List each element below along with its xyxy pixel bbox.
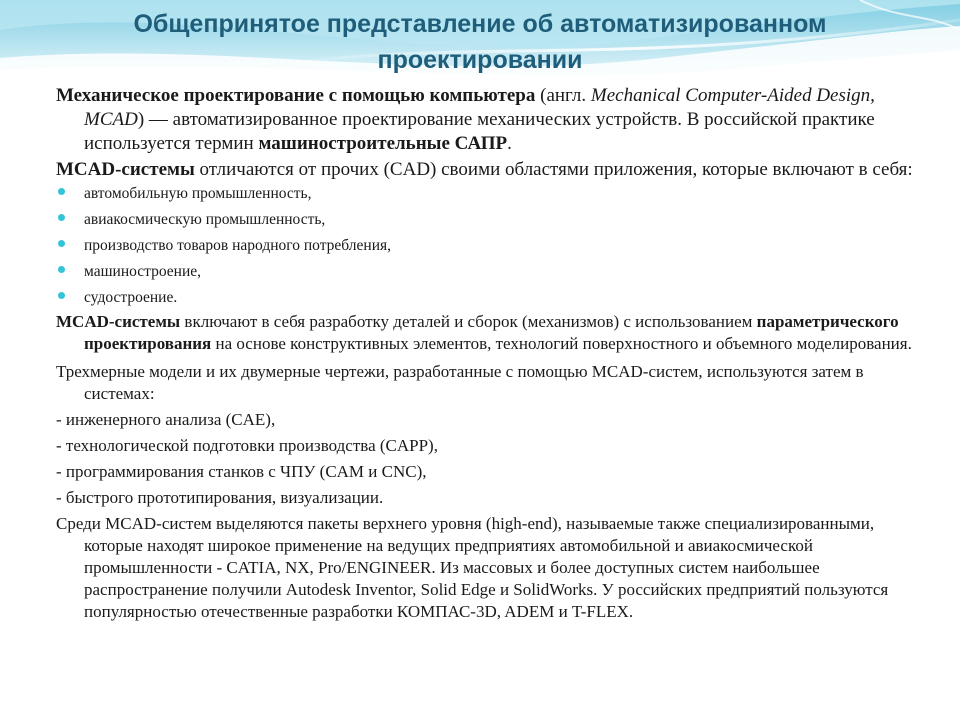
text: отличаются от прочих (CAD) своими областями приложения, которые включают в себя: (194, 159, 913, 180)
paragraph-mcad-definition (56, 84, 936, 156)
bullet-list (56, 184, 936, 307)
header-banner (0, 0, 960, 82)
list-item-text: авиакосмическую промышленность, (84, 211, 326, 228)
list-item-text: судостроение. (84, 289, 178, 306)
term-bold: Механическое проектирование с помощью компьютера (56, 85, 536, 106)
text: включают в себя разработку деталей и сборок (механизмов) с использованием (180, 312, 757, 331)
list-item: - быстрого прототипирования, визуализации. (56, 488, 384, 507)
text: ) — автоматизированное проектирование механических устройств. В российской практике используется термин (84, 109, 875, 154)
slide-content (56, 84, 936, 623)
list-item-text: производство товаров народного потребления, (84, 237, 392, 254)
list-item (56, 184, 936, 203)
text: (англ. (535, 85, 591, 106)
text: . (507, 133, 512, 154)
list-item-text: машиностроение, (84, 263, 201, 280)
term-bold: параметрического проектирования (84, 312, 899, 353)
term-bold: MCAD-системы (56, 312, 181, 331)
list-item: - технологической подготовки производства (CAPP), (56, 436, 438, 455)
bullet-icon (58, 292, 65, 299)
list-item (56, 262, 936, 281)
bullet-icon (58, 240, 65, 247)
term-bold: MCAD-системы (56, 159, 195, 180)
text: на основе конструктивных элементов, технологий поверхностного и объемного моделирования. (211, 334, 912, 353)
paragraph-parametric (56, 311, 936, 355)
bullet-icon (58, 266, 65, 273)
list-item: - инженерного анализа (CAE), (56, 410, 276, 429)
list-item (56, 236, 936, 255)
dash-list (56, 409, 936, 509)
paragraph-3d-models: Трехмерные модели и их двумерные чертежи, разработанные с помощью MCAD-систем, используются затем в системах: (56, 362, 864, 403)
bullet-icon (58, 214, 65, 221)
paragraph-mcad-systems (56, 158, 936, 182)
list-item (56, 210, 936, 229)
paragraph-high-end: Среди MCAD-систем выделяются пакеты верхнего уровня (high-end), называемые также специализированными, которые находят широкое применение на ведущих предприятиях автомобильной и авиакосмической промышленности - CATIA, NX, Pro/ENGINEER. Из массовых и более доступных систем наибольшее распространение получили Autodesk Inventor, Solid Edge и SolidWorks. У российских предприятий пользуются популярностью отечественные разработки КОМПАС-3D, ADEM и T-FLEX. (56, 514, 889, 621)
list-item (56, 288, 936, 307)
list-item-text: автомобильную промышленность, (84, 185, 312, 202)
page-title: Общепринятое представление об автоматизированном проектировании (133, 10, 827, 74)
list-item: - программирования станков с ЧПУ (CAM и CNC), (56, 462, 427, 481)
term-bold: машиностроительные САПР (258, 133, 508, 154)
term-italic: Mechanical Computer-Aided Design, MCAD (84, 85, 875, 130)
bullet-icon (58, 188, 65, 195)
